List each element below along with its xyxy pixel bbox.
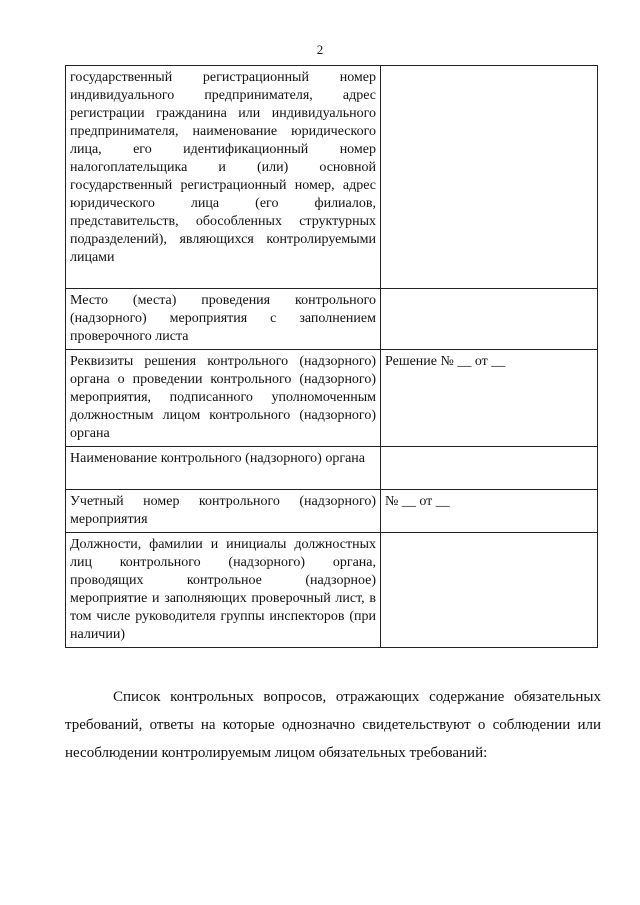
field-label-registration-number: Учетный номер контрольного (надзорного) мероприятия <box>66 490 381 533</box>
field-label-inspectors: Должности, фамилии и инициалы должностных лиц контрольного (надзорного) органа, проводящих контрольное (надзорное) мероприятие и заполняющих проверочный лист, в том числе руководителя группы инспекторов (при наличии) <box>66 533 381 648</box>
table-row <box>66 350 598 447</box>
field-value-registration-number: № __ от __ <box>381 490 598 533</box>
table-row <box>66 289 598 350</box>
field-label-authority-name: Наименование контрольного (надзорного) органа <box>66 447 381 490</box>
inspection-details-table <box>65 65 598 648</box>
field-label-inspection-location: Место (места) проведения контрольного (надзорного) мероприятия с заполнением проверочного листа <box>66 289 381 350</box>
table-row <box>66 533 598 648</box>
field-value-inspection-location <box>381 289 598 350</box>
field-value-inspectors <box>381 533 598 648</box>
field-value-controlled-person-details <box>381 66 598 289</box>
table-row <box>66 490 598 533</box>
field-label-decision-details: Реквизиты решения контрольного (надзорного) органа о проведении контрольного (надзорного) мероприятия, подписанного уполномоченным должностным лицом контрольного (надзорного) органа <box>66 350 381 447</box>
field-label-controlled-person-details: государственный регистрационный номер индивидуального предпринимателя, адрес регистрации гражданина или индивидуального предпринимателя, наименование юридического лица, его идентификационный номер налогоплательщика и (или) основной государственный регистрационный номер, адрес юридического лица (его филиалов, представительств, обособленных структурных подразделений), являющихся контролируемыми лицами <box>66 66 381 289</box>
table-row <box>66 447 598 490</box>
field-value-authority-name <box>381 447 598 490</box>
table-row <box>66 66 598 289</box>
field-value-decision-details: Решение № __ от __ <box>381 350 598 447</box>
page-number: 2 <box>316 42 324 57</box>
checklist-intro-paragraph: Список контрольных вопросов, отражающих содержание обязательных требований, ответы на которые однозначно свидетельствуют о соблюдении или несоблюдении контролируемым лицом обязательных требований: <box>65 689 601 761</box>
